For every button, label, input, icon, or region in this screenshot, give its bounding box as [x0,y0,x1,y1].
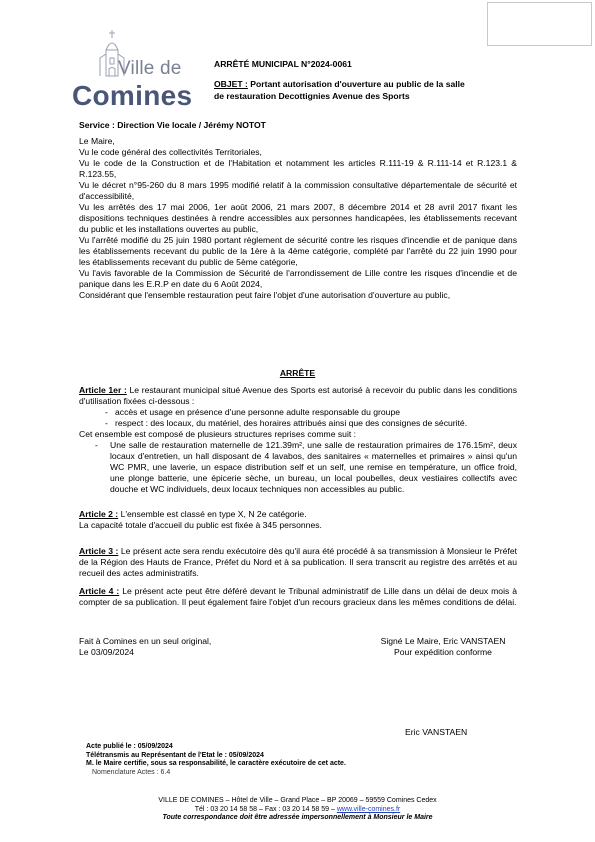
stamp-box [487,2,592,46]
article-3-text: Le présent acte sera rendu exécutoire dès qu'il aura été procédé à sa transmission à Monsieur le Préfet de la Région des Hauts de France, Préfet du Nord et à sa publication. Il sera transcrit au registre des arrêtés et au recueil des actes administratifs. [79,546,518,578]
preamble-line: Vu le code général des collectivités Territoriales, [79,147,262,157]
preamble [79,136,517,301]
website-link[interactable]: www.ville-comines.fr [336,805,401,813]
article-4 [79,586,517,608]
signature-right [368,636,518,658]
service-line: Service : Direction Vie locale / Jérémy NOTOT [79,120,266,130]
objet-text-2: de restauration Decottignies Avenue des Sports [214,90,410,101]
article-2-label: Article 2 : [79,509,119,519]
objet-label: OBJET : [214,79,248,89]
footer-address: VILLE DE COMINES – Hôtel de Ville – Grand Place – BP 20069 – 59559 Comines Cedex [158,797,437,804]
signature-signed: Signé Le Maire, Eric VANSTAEN [380,636,506,646]
signatory-name: Eric VANSTAEN [405,727,468,737]
transmission-date: Télétransmis au Représentant de l'Etat le : 05/09/2024 [86,751,264,759]
preamble-line: Vu les arrêtés des 17 mai 2006, 1er août 2006, 21 mars 2007, 8 décembre 2014 et 28 avril 2017 fixant les dispositions techniques destinées à rendre accessibles aux personnes handicapées, les établissements recevant du public et les installations ouvertes au public, [79,202,517,234]
publication-block [86,743,346,777]
article-1-text: Le restaurant municipal situé Avenue des Sports est autorisé à recevoir du public dans les conditions d'utilisation fixées ci-dessous : [79,385,517,406]
article-1-detail-row: - Une salle de restauration maternelle de 121.39m², une salle de restauration primaires de 176.15m², deux locaux d'entretien, un hall disposant de 4 lavabos, des sanitaires « maternelles et primaires » ainsi qu'un WC PMR, une laverie, un espace distribution self et un self, une remise en température, un office froid, une plonge batterie, une épicerie sèche, un bureau, un local poubelles, deux vestiaires collectifs avec douche et WC individuels, deux locaux techniques non accessibles au public. [95,440,517,494]
footer-phone-fax: Tél : 03 20 14 58 58 – Fax : 03 20 14 58 59 – [194,805,335,813]
article-1-bullet: - accès et usage en présence d'une personne adulte responsable du groupe [105,407,400,417]
article-4-label: Article 4 : [79,586,120,596]
article-1-label: Article 1er : [79,385,127,395]
article-3 [79,546,517,579]
article-3-label: Article 3 : [79,546,119,556]
footer-notice: Toute correspondance doit être adressée impersonnellement à Monsieur le Maire [162,814,433,822]
ville-de-comines-logo [72,28,200,114]
article-1-bullet: - respect : des locaux, du matériel, des horaires attribués ainsi que des consignes de sécurité. [105,418,468,428]
objet-block [214,79,514,102]
arrete-number: ARRÊTÉ MUNICIPAL N°2024-0061 [214,59,352,69]
signature-left [79,636,211,658]
executory-certification: M. le Maire certifie, sous sa responsabilité, le caractère exécutoire de cet acte. [86,760,346,768]
signature-date: Le 03/09/2024 [79,647,134,657]
logo-line-ville-de: Ville de [118,58,182,79]
signature-conformity: Pour expédition conforme [394,647,492,657]
signature-place: Fait à Comines en un seul original, [79,636,212,646]
arrete-heading: ARRÊTE [279,368,316,378]
publication-date: Acte publié le : 05/09/2024 [86,743,173,750]
article-1 [79,385,517,495]
preamble-line: Le Maire, [79,136,115,146]
article-1-detail: Une salle de restauration maternelle de 121.39m², une salle de restauration primaires de 176.15m², deux locaux d'entretien, un hall disposant de 4 lavabos, des sanitaires « maternelles et primaires » ainsi qu'un WC PMR, une laverie, un espace distribution self et un self, une remise en température, un office froid, une plonge batterie, une épicerie sèche, un bureau, un local poubelles, deux vestiaires collectifs avec douche et WC individuels, deux locaux techniques non accessibles au public. [110,440,517,494]
article-1-composition: Cet ensemble est composé de plusieurs structures reprises comme suit : [79,429,357,439]
objet-text-1: Portant autorisation d'ouverture au public de la salle [250,79,465,89]
article-4-text: Le présent acte peut être déféré devant le Tribunal administratif de Lille dans un délai de deux mois à compter de sa publication. Il peut également faire l'objet d'un recours gracieux dans les mêmes conditions de délai. [79,586,517,607]
preamble-line: Vu le décret n°95-260 du 8 mars 1995 modifié relatif à la commission consultative départementale de sécurité et d'accessibilité, [79,180,517,201]
preamble-line: Vu l'arrêté modifié du 25 juin 1980 portant règlement de sécurité contre les risques d'incendie et de panique dans les établissements recevant du public de la 1ère à la 4ème catégorie, complété par l'arrêté du 22 juin 1990 pour les établissements recevant du public de 5ème catégorie, [79,235,517,267]
preamble-line: Vu l'avis favorable de la Commission de Sécurité de l'arrondissement de Lille contre les risques d'incendie et de panique dans les E.R.P en date du 6 Août 2024, [79,268,517,289]
article-2-capacity: La capacité totale d'accueil du public est fixée à 345 personnes. [79,520,322,530]
article-2-text: L'ensemble est classé en type X, N 2e catégorie. [120,509,307,519]
preamble-line: Vu le code de la Construction et de l'Habitation et notamment les articles R.111-19 & R.111-14 et R.123.1 & R.123.55, [79,158,517,179]
preamble-line: Considérant que l'ensemble restauration peut faire l'objet d'une autorisation d'ouverture au public, [79,290,451,300]
footer [0,797,595,823]
logo-line-comines: Comines [72,80,193,111]
nomenclature: Nomenclature Actes : 6.4 [92,768,171,776]
footer-contact [0,806,595,815]
article-2 [79,509,517,531]
